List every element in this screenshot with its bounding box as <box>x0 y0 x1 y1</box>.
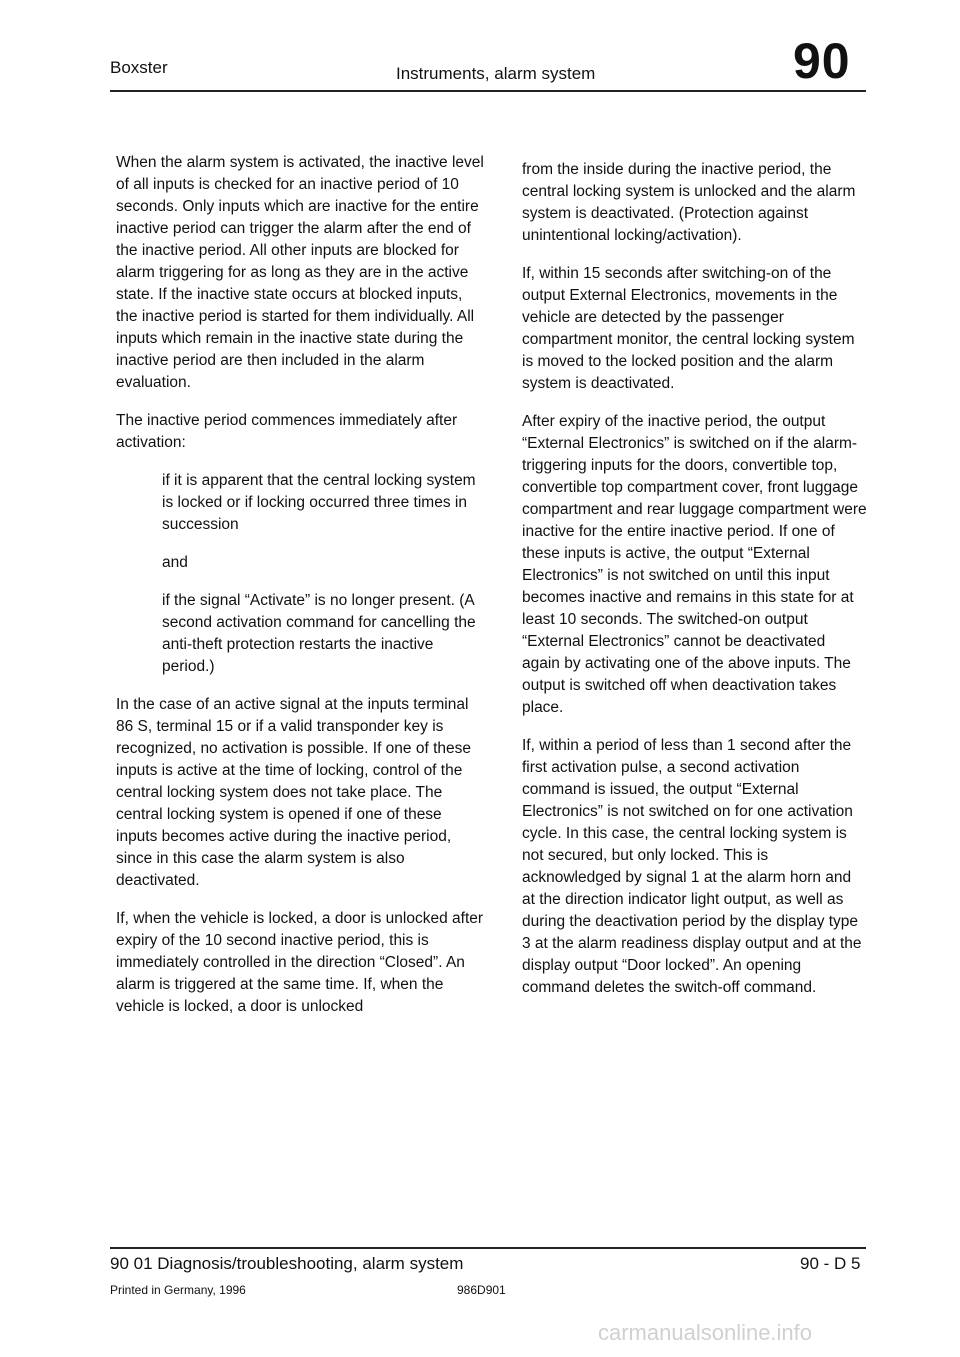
footer-chapter: 90 01 Diagnosis/troubleshooting, alarm system <box>110 1254 464 1273</box>
condition-item: if the signal “Activate” is no longer present. (A second activation command for cancelling the anti-theft protection restarts the inactive period.) <box>162 592 476 675</box>
header-section-number: 90 <box>793 33 851 89</box>
paragraph: When the alarm system is activated, the inactive level of all inputs is checked for an inactive period of 10 seconds. Only inputs which are inactive for the entire inactive period can trigger the alarm after the end of the inactive period. All other inputs are blocked for alarm triggering for as long as they are in the active state. If the inactive state occurs at blocked inputs, the inactive period is started for them individually. All inputs which remain in the inactive state during the inactive period are then included in the alarm evaluation. <box>116 154 484 391</box>
condition-item: if it is apparent that the central locking system is locked or if locking occurred three times in succession <box>162 472 476 533</box>
paragraph: The inactive period commences immediately after activation: <box>116 412 458 451</box>
paragraph: If, when the vehicle is locked, a door is unlocked after expiry of the 10 second inactive period, this is immediately controlled in the direction “Closed”. An alarm is triggered at the same time. If, when the vehicle is locked, a door is unlocked <box>116 910 484 1015</box>
watermark: carmanualsonline.info <box>598 1320 813 1345</box>
paragraph: After expiry of the inactive period, the output “External Electronics” is switched on if the alarm-triggering inputs for the doors, convertible top, convertible top compartment cover, front luggage compartment and rear luggage compartment were inactive for the entire inactive period. If one of these inputs is active, the output “External Electronics” is not switched on until this input becomes inactive and remains in this state for at least 10 seconds. The switched-on output “External Electronics” cannot be deactivated again by activating one of the above inputs. The output is switched off when deactivation takes place. <box>522 413 867 716</box>
footer-rule <box>110 1247 866 1249</box>
right-column <box>522 159 867 1015</box>
paragraph: If, within a period of less than 1 second after the first activation pulse, a second activation command is issued, the output “External Electronics” is not switched on for one activation cycle. In this case, the central locking system is not secured, but only locked. This is acknowledged by signal 1 at the alarm horn and at the direction indicator light output, as well as during the deactivation period by the display type 3 at the alarm readiness display output and at the display output “Door locked”. An opening command deletes the switch-off command. <box>522 737 862 996</box>
paragraph: In the case of an active signal at the inputs terminal 86 S, terminal 15 or if a valid transponder key is recognized, no activation is possible. If one of these inputs is active at the time of locking, control of the central locking system does not take place. The central locking system is opened if one of these inputs becomes active during the inactive period, since in this case the alarm system is also deactivated. <box>116 696 471 889</box>
left-column <box>116 152 486 1034</box>
footer-doc-code: 986D901 <box>457 1283 506 1297</box>
header-rule <box>110 90 866 92</box>
footer-page-number: 90 - D 5 <box>800 1254 861 1273</box>
condition-conjunction: and <box>162 554 188 571</box>
header-model: Boxster <box>110 58 168 77</box>
paragraph: If, within 15 seconds after switching-on of the output External Electronics, movements in the vehicle are detected by the passenger compartment monitor, the central locking system is moved to the locked position and the alarm system is deactivated. <box>522 265 855 392</box>
footer-printed: Printed in Germany, 1996 <box>110 1283 246 1297</box>
paragraph: from the inside during the inactive period, the central locking system is unlocked and the alarm system is deactivated. (Protection against unintentional locking/activation). <box>522 161 856 244</box>
header-section-title: Instruments, alarm system <box>396 64 596 83</box>
